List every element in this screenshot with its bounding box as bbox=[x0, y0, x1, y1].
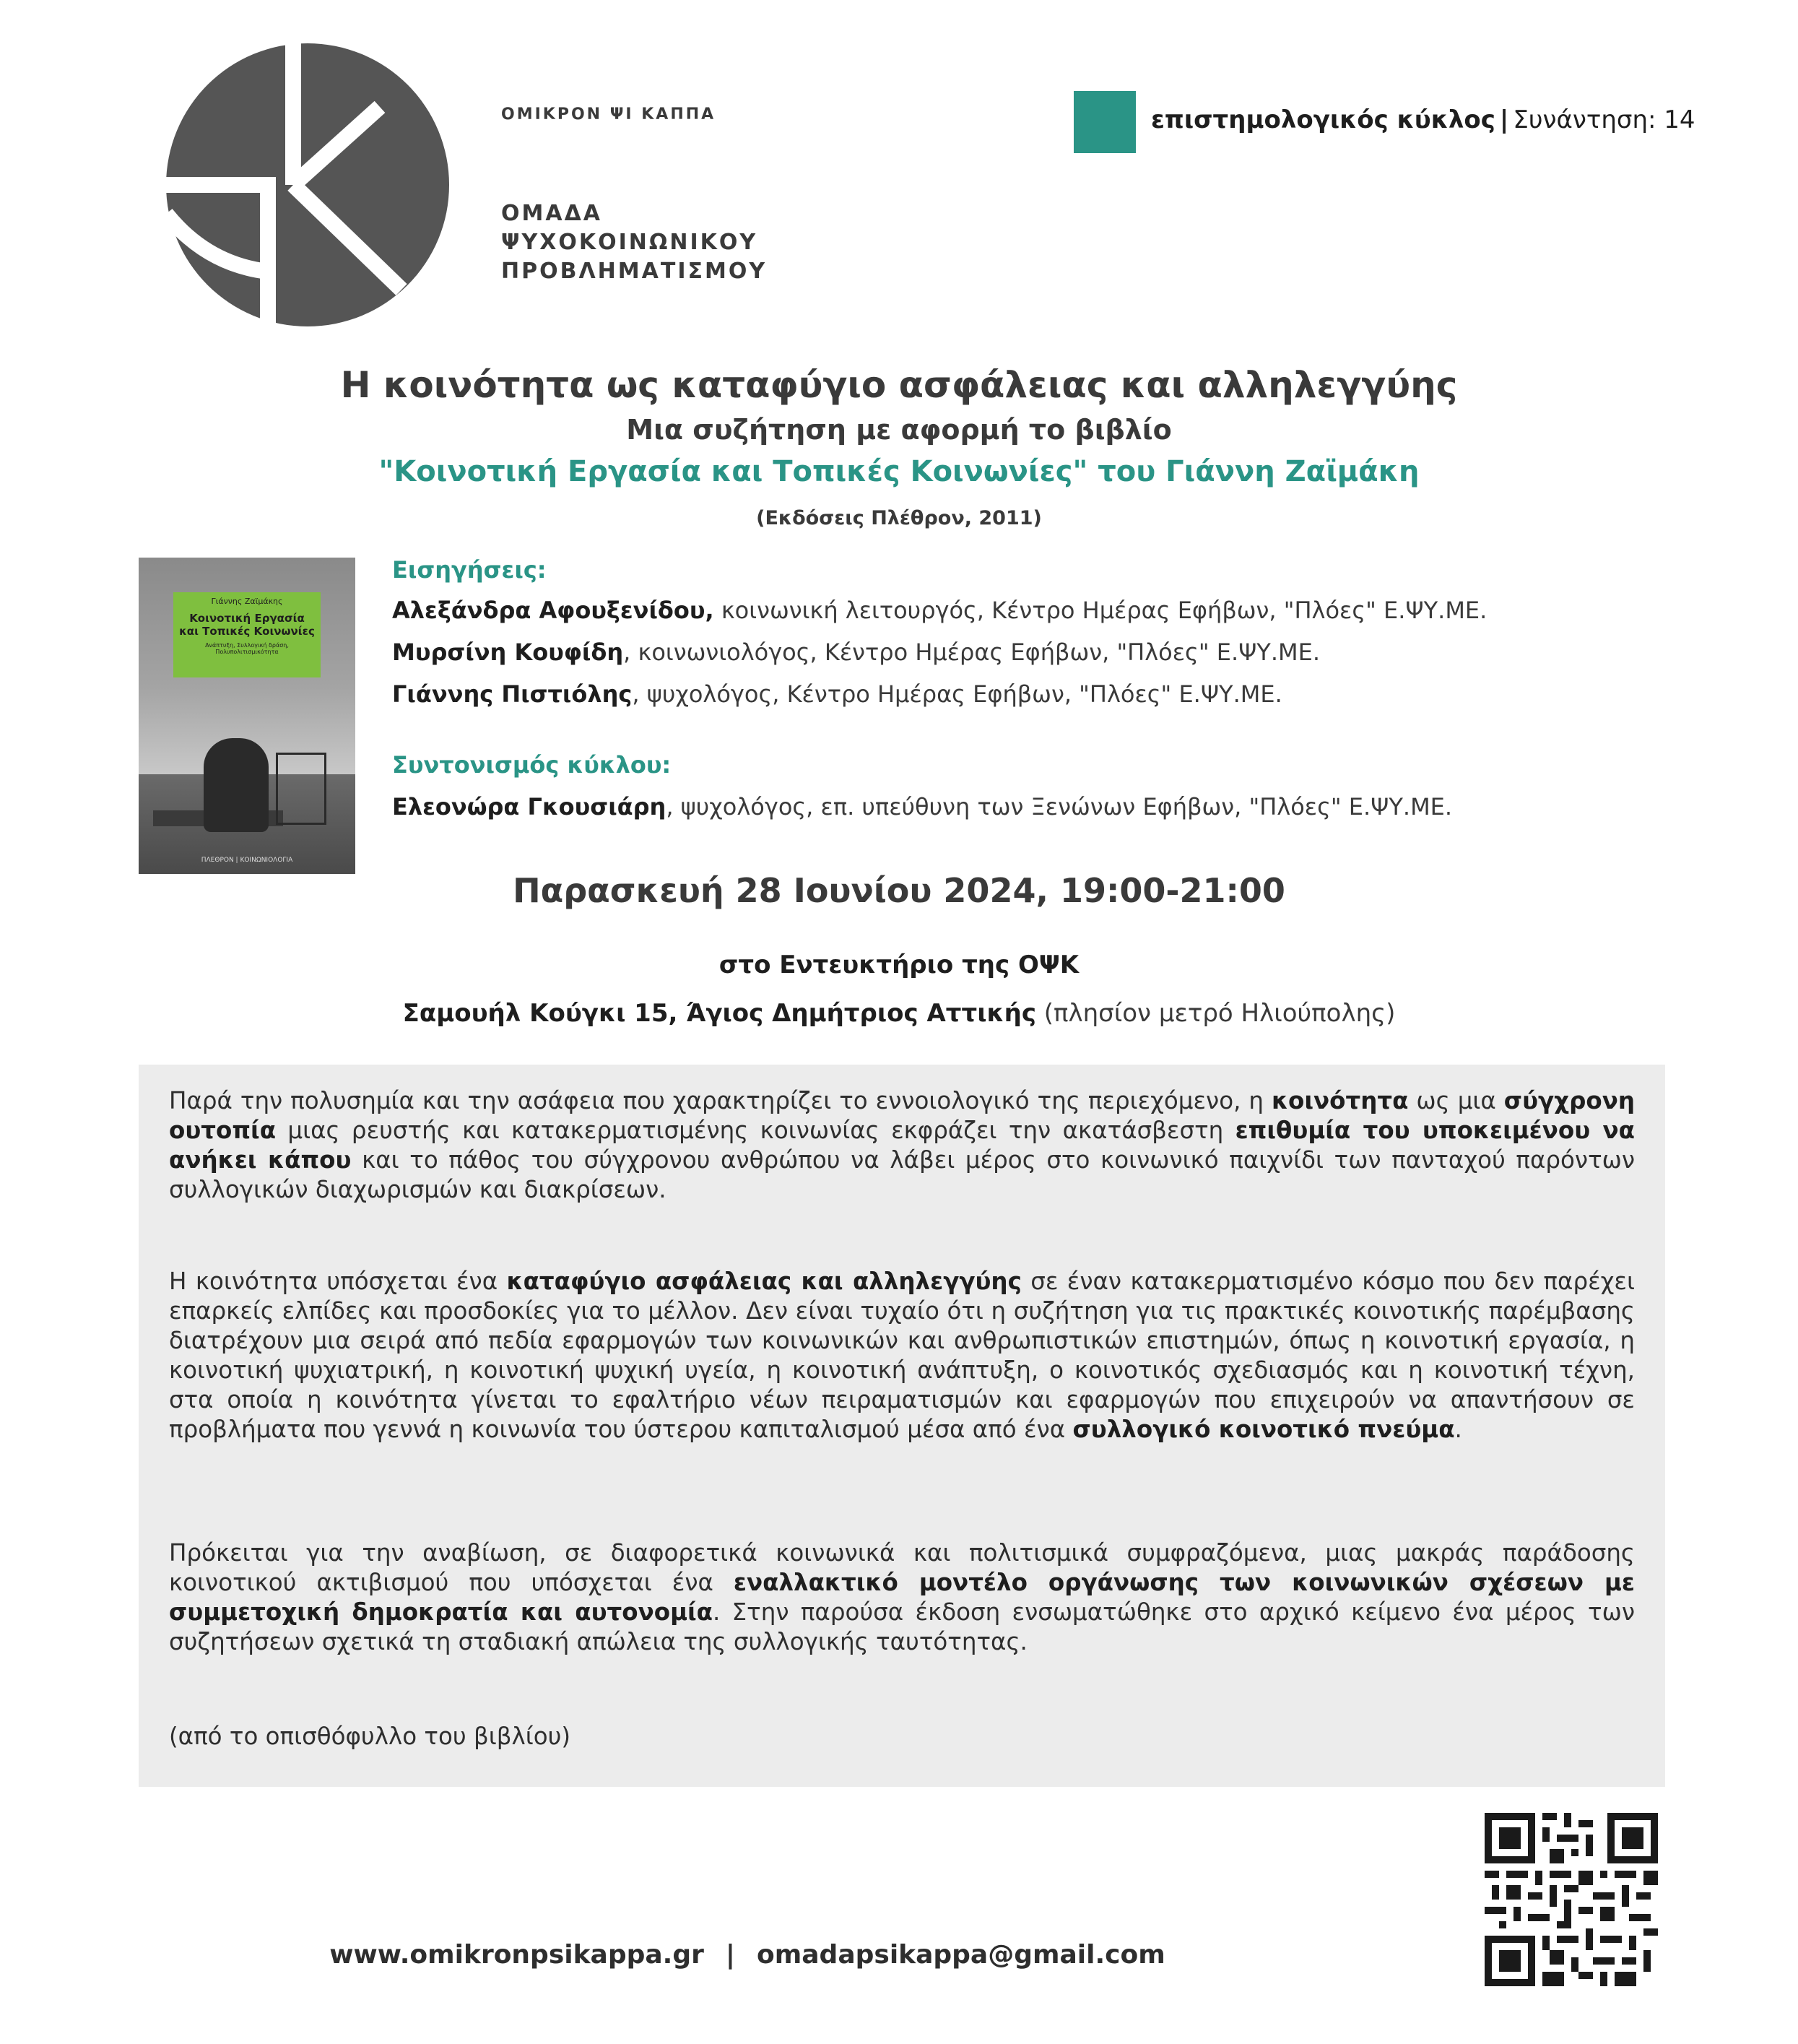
cycle-color-square bbox=[1074, 91, 1136, 153]
text-run: σε έναν κατακερματισμένο κόσμο που δεν παρέχει επαρκείς ελπίδες και προσδοκίες για το μέλλον. Δεν είναι τυχαίο ότι η συζήτηση για τις πρακτικές κοινοτικής παρέμβασης διατρέχουν μια σειρά από πεδία εφαρμογών των κοινωνικών και ανθρωπιστικών επιστημών, όπως η κοινοτική εργασία, η κοινοτική ψυχιατρική, η κοινοτική ψυχική υγεία, η κοινοτική ανάπτυξη, ο κοινοτικός σχεδιασμός και η κοινοτική τέχνη, στα οποία η κοινότητα γίνεται το εφαλτήριο νέων πειραματισμών και εφαρμογών που επιχειρούν να απαντήσουν σε προβλήματα που γεννά η κοινωνία του ύστερου καπιταλισμού μέσα από ένα bbox=[169, 1268, 1635, 1443]
description-box bbox=[139, 1065, 1665, 1787]
cover-label bbox=[173, 592, 321, 677]
speaker-row bbox=[392, 638, 1320, 666]
event-venue: στο Εντευκτήριο της ΟΨΚ bbox=[718, 950, 1080, 979]
book-cover-image bbox=[139, 558, 355, 874]
text-run: ως μια bbox=[1408, 1087, 1504, 1114]
description-paragraph bbox=[169, 1538, 1635, 1657]
cover-title-line: και Τοπικές Κοινωνίες bbox=[179, 625, 315, 638]
text-run-bold: συλλογικό κοινοτικό πνεύμα bbox=[1072, 1416, 1455, 1443]
email-link[interactable]: omadapsikappa@gmail.com bbox=[757, 1940, 1165, 1970]
cover-subtitle: Ανάπτυξη, Συλλογική δράση, Πολυπολιτισμικότητα bbox=[205, 642, 289, 655]
coordinator-role: , ψυχολόγος, επ. υπεύθυνη των Ξενώνων Εφήβων, "Πλόες" Ε.ΨΥ.ΜΕ. bbox=[666, 793, 1453, 820]
coordinator-name: Ελεονώρα Γκουσιάρη bbox=[392, 793, 666, 820]
meeting-number: Συνάντηση: 14 bbox=[1513, 105, 1695, 134]
org-name-line: ΨΥΧΟΚΟΙΝΩΝΙΚΟΥ bbox=[501, 230, 758, 255]
description-source: (από το οπισθόφυλλο του βιβλίου) bbox=[169, 1723, 571, 1750]
coordinator-row bbox=[392, 793, 1452, 820]
cycle-label: επιστημολογικός κύκλος bbox=[1151, 105, 1495, 134]
speaker-name: Γιάννης Πιστιόλης bbox=[392, 680, 633, 708]
text-run-bold: εναλλακτικό μοντέλο οργάνωσης των κοινωνικών σχέσεων με συμμετοχική δημοκρατία και αυτονομία bbox=[169, 1569, 1636, 1626]
text-run: μιας ρευστής και κατακερματισμένης κοινωνίας εκφράζει την ακατάσβεστη bbox=[276, 1117, 1235, 1144]
footer-separator: | bbox=[725, 1940, 736, 1970]
text-run: Παρά την πολυσημία και την ασάφεια που χαρακτηρίζει το εννοιολογικό της περιεχόμενο, η bbox=[169, 1087, 1272, 1114]
org-name bbox=[501, 199, 767, 286]
cycle-separator: | bbox=[1499, 105, 1509, 134]
cycle-info bbox=[1151, 105, 1695, 134]
cover-publisher: ΠΛΕΘΡΟΝ | ΚΟΙΝΩΝΙΟΛΟΓΙΑ bbox=[201, 857, 293, 864]
coordination-heading: Συντονισμός κύκλου: bbox=[392, 751, 672, 779]
event-date: Παρασκευή 28 Ιουνίου 2024, 19:00-21:00 bbox=[513, 871, 1285, 910]
description-paragraph bbox=[169, 1267, 1635, 1445]
speaker-row bbox=[392, 680, 1282, 708]
text-run-bold: κοινότητα bbox=[1271, 1087, 1409, 1114]
speaker-name: Μυρσίνη Κουφίδη bbox=[392, 638, 624, 666]
cover-person-figure bbox=[204, 738, 269, 832]
text-run: . Στην παρούσα έκδοση ενσωματώθηκε στο αρχικό κείμενο ένα μέρος των συζητήσεων σχετικά τη σταδιακή απώλεια της συλλογικής ταυτότητας. bbox=[169, 1598, 1635, 1655]
speaker-name: Αλεξάνδρα Αφουξενίδου, bbox=[392, 597, 714, 624]
org-name-line: ΠΡΟΒΛΗΜΑΤΙΣΜΟΥ bbox=[501, 259, 768, 284]
speaker-role: , ψυχολόγος, Κέντρο Ημέρας Εφήβων, "Πλόες" Ε.ΨΥ.ΜΕ. bbox=[632, 680, 1282, 708]
book-title: "Κοινοτική Εργασία και Τοπικές Κοινωνίες" του Γιάννη Ζαϊμάκη bbox=[378, 455, 1420, 488]
cover-title bbox=[173, 612, 321, 638]
text-run: και το πάθος του σύγχρονου ανθρώπου να λάβει μέρος στο κοινωνικό παιχνίδι των πανταχού παρόντων συλλογικών διαχωρισμών και διακρίσεων. bbox=[169, 1146, 1636, 1203]
event-address bbox=[0, 999, 1798, 1028]
omikron-psi-kappa-logo bbox=[163, 40, 452, 329]
book-publisher: (Εκδόσεις Πλέθρον, 2011) bbox=[756, 507, 1042, 529]
event-title: Η κοινότητα ως καταφύγιο ασφάλειας και αλληλεγγύης bbox=[340, 364, 1458, 406]
address-note: (πλησίον μετρό Ηλιούπολης) bbox=[1035, 999, 1396, 1028]
description-paragraph bbox=[169, 1086, 1635, 1205]
cover-cart bbox=[276, 753, 326, 825]
address-street: Σαμουήλ Κούγκι 15, Άγιος Δημήτριος Αττικής bbox=[402, 999, 1036, 1028]
text-run: . bbox=[1454, 1416, 1462, 1443]
footer-contact bbox=[0, 1940, 1495, 1970]
org-top-label: ΟΜΙΚΡΟΝ ΨΙ ΚΑΠΠΑ bbox=[501, 105, 716, 124]
speaker-row bbox=[392, 597, 1487, 624]
website-link[interactable]: www.omikronpsikappa.gr bbox=[329, 1940, 704, 1970]
qr-code-icon[interactable] bbox=[1485, 1813, 1658, 1986]
speaker-role: , κοινωνιολόγος, Κέντρο Ημέρας Εφήβων, "Πλόες" Ε.ΨΥ.ΜΕ. bbox=[623, 638, 1321, 666]
cover-title-line: Κοινοτική Εργασία bbox=[189, 612, 305, 625]
event-subtitle: Μια συζήτηση με αφορμή το βιβλίο bbox=[626, 414, 1172, 446]
speakers-heading: Εισηγήσεις: bbox=[392, 556, 547, 584]
text-run-bold: σύγχρονη ουτοπία bbox=[169, 1087, 1635, 1144]
text-run: Η κοινότητα υπόσχεται ένα bbox=[169, 1268, 507, 1295]
text-run-bold: επιθυμία του υποκειμένου να ανήκει κάπου bbox=[169, 1117, 1635, 1174]
org-name-line: ΟΜΑΔΑ bbox=[501, 201, 603, 226]
text-run-bold: καταφύγιο ασφάλειας και αλληλεγγύης bbox=[506, 1268, 1022, 1295]
cover-author: Γιάννης Ζαϊμάκης bbox=[211, 597, 283, 606]
text-run: Πρόκειται για την αναβίωση, σε διαφορετικά κοινωνικά και πολιτισμικά συμφραζόμενα, μιας μακράς παράδοσης κοινοτικού ακτιβισμού που υπόσχεται ένα bbox=[169, 1539, 1635, 1596]
speaker-role: κοινωνική λειτουργός, Κέντρο Ημέρας Εφήβων, "Πλόες" Ε.ΨΥ.ΜΕ. bbox=[713, 597, 1488, 624]
